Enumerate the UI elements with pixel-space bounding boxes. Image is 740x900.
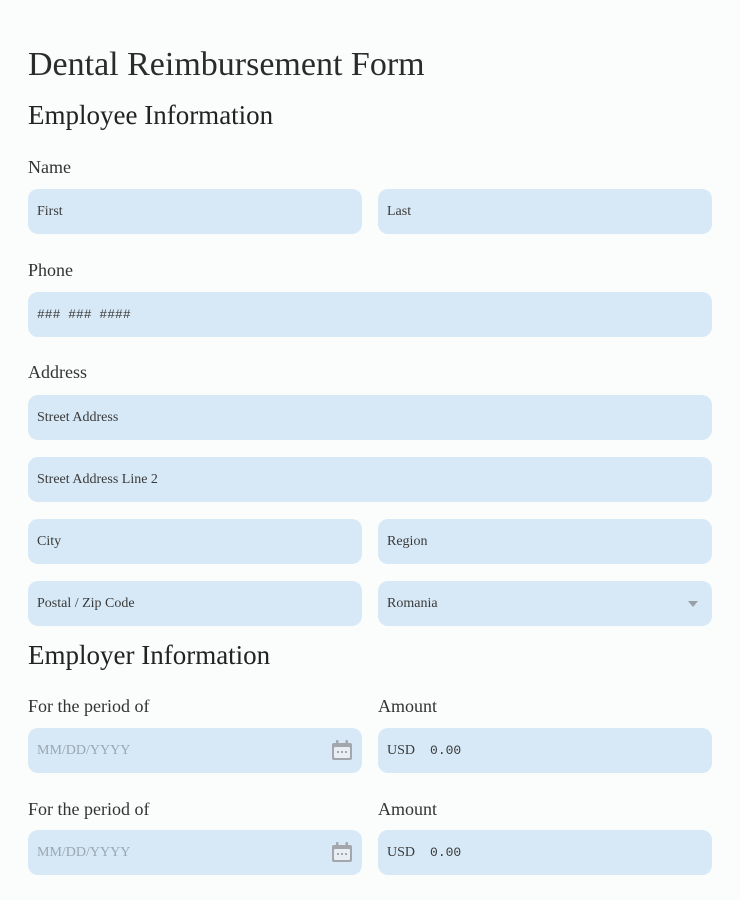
- first-name-input[interactable]: [28, 189, 362, 234]
- country-select[interactable]: [378, 581, 712, 626]
- amount-value-1: 0.00: [430, 743, 462, 758]
- currency-label-1: USD: [387, 742, 416, 758]
- date-placeholder-2: MM/DD/YYYY: [37, 844, 131, 860]
- period-date-input-1[interactable]: [28, 728, 362, 773]
- street-address-input[interactable]: [28, 395, 712, 440]
- country-selected-value: Romania: [387, 595, 438, 611]
- street-address-line2-input[interactable]: [28, 457, 712, 502]
- phone-label: Phone: [28, 260, 73, 280]
- calendar-icon[interactable]: [331, 841, 353, 863]
- amount-input-1[interactable]: [378, 728, 712, 773]
- currency-label-2: USD: [387, 844, 416, 860]
- period-label-1: For the period of: [28, 696, 150, 716]
- city-input[interactable]: [28, 519, 362, 564]
- name-label: Name: [28, 157, 71, 177]
- first-name-placeholder: First: [37, 203, 63, 219]
- last-name-placeholder: Last: [387, 203, 412, 219]
- amount-input-2[interactable]: [378, 830, 712, 875]
- region-input[interactable]: [378, 519, 712, 564]
- amount-label-2: Amount: [378, 799, 438, 819]
- region-placeholder: Region: [387, 533, 428, 549]
- page-title: Dental Reimbursement Form: [28, 46, 425, 83]
- amount-value-2: 0.00: [430, 845, 462, 860]
- phone-placeholder: ### ### ####: [37, 307, 131, 322]
- street-address-placeholder: Street Address: [37, 409, 119, 425]
- period-date-input-2[interactable]: [28, 830, 362, 875]
- postal-code-input[interactable]: [28, 581, 362, 626]
- amount-label-1: Amount: [378, 696, 438, 716]
- last-name-input[interactable]: [378, 189, 712, 234]
- phone-input[interactable]: [28, 292, 712, 337]
- postal-code-placeholder: Postal / Zip Code: [37, 595, 135, 611]
- street-address-line2-placeholder: Street Address Line 2: [37, 471, 158, 487]
- period-label-2: For the period of: [28, 799, 150, 819]
- section-heading-employer: Employer Information: [28, 640, 271, 670]
- chevron-down-icon: [688, 601, 698, 607]
- calendar-icon[interactable]: [331, 739, 353, 761]
- section-heading-employee: Employee Information: [28, 100, 274, 130]
- date-placeholder-1: MM/DD/YYYY: [37, 742, 131, 758]
- city-placeholder: City: [37, 533, 62, 549]
- address-label: Address: [28, 362, 87, 382]
